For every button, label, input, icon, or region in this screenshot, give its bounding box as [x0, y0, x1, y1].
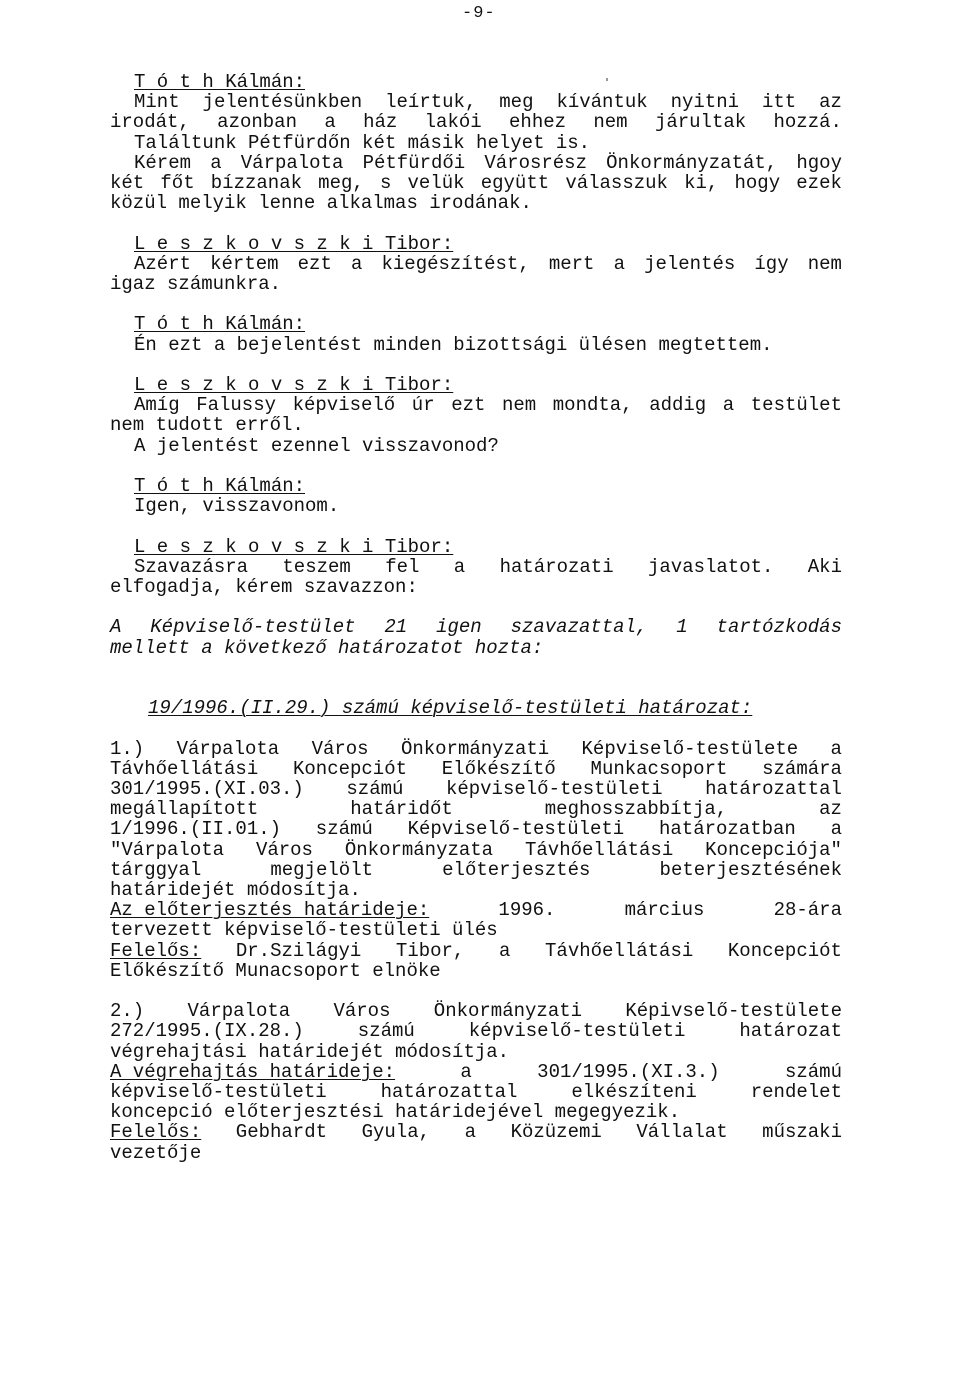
word: hgoy [796, 151, 842, 174]
word: képviselő-testületi [110, 1081, 327, 1103]
word: hozzá. [773, 111, 842, 134]
word: képviselő-testületi [445, 777, 663, 800]
word: kértem [210, 252, 279, 275]
word: jelentésünkben [202, 91, 363, 114]
word: tárggyal [110, 858, 202, 881]
document-body [110, 72, 842, 1163]
word: a [464, 1121, 476, 1144]
resolution-line [110, 779, 842, 799]
speech-line: nem tudott erről. [110, 414, 304, 437]
word: 301/1995.(XI.3.) [537, 1060, 720, 1083]
word: rendelet [750, 1081, 842, 1103]
word: Koncepciót [292, 757, 408, 780]
word: Falussy [196, 394, 277, 417]
word: 272/1995.(IX.28.) [110, 1020, 304, 1043]
word: Városrész [484, 151, 587, 174]
word: Város [311, 737, 369, 760]
word: főt [160, 172, 195, 195]
word: határozati [499, 555, 614, 578]
word: képviselő-testületi [468, 1020, 686, 1043]
speech-line: Igen, visszavonom. [134, 495, 340, 518]
word: az [819, 91, 842, 114]
word: Pétfürdői [362, 151, 466, 174]
word: Koncepciója" [705, 838, 842, 861]
word: Szavazásra [134, 555, 249, 578]
word: Dr.Szilágyi [235, 939, 362, 962]
speech-line [110, 254, 842, 274]
word: testület [750, 394, 842, 417]
deadline-continuation: koncepció előterjesztési határidejével megegyezik. [110, 1101, 681, 1124]
word: Várpalota [187, 1000, 291, 1023]
spacer [110, 213, 842, 233]
word: ezt [297, 252, 332, 275]
spacer [110, 456, 842, 476]
word: elkészíteni [571, 1081, 697, 1103]
word: határozattal [705, 777, 842, 800]
word: Képviselő-testület [150, 616, 356, 639]
speech-line [110, 395, 842, 415]
word: kiegészítést, [381, 252, 530, 275]
speech-line [110, 112, 842, 132]
word: leírtuk, [385, 91, 477, 114]
word: 2.) [110, 1000, 145, 1023]
resolution-line [110, 819, 842, 839]
word: határozattal [380, 1081, 518, 1103]
word: s [379, 172, 392, 195]
spacer [110, 597, 842, 617]
word: műszaki [762, 1121, 842, 1144]
word: számára [762, 757, 842, 780]
word: Távhőellátási [545, 939, 694, 962]
word: beterjesztésének [659, 858, 842, 881]
field-label: Felelős: [110, 939, 202, 962]
word: mondta, [552, 394, 633, 417]
word: Közüzemi [510, 1121, 602, 1144]
word: Város [255, 838, 313, 861]
deadline-continuation: tervezett képviselő-testületi ülés [110, 919, 498, 942]
word: kívántuk [556, 91, 648, 114]
word: úr [411, 394, 435, 417]
word: bízzanak [210, 172, 302, 195]
word: a [460, 1060, 472, 1083]
speech-line [110, 92, 842, 112]
word: Kérem [134, 151, 192, 174]
speaker-label: T ó t h Kálmán: [134, 71, 306, 93]
resolution-line: határidejét módosítja. [110, 878, 361, 901]
spacer [110, 718, 842, 738]
word: az [819, 798, 842, 821]
word: Munkacsoport [590, 757, 728, 780]
word: velük [407, 172, 465, 195]
word: március [624, 899, 705, 922]
spacer [110, 294, 842, 314]
word: Gyula, [361, 1121, 431, 1144]
word: Amíg [134, 394, 180, 417]
field-label: A végrehajtás határideje: [110, 1060, 396, 1083]
word: Várpalota [176, 737, 280, 760]
resolution-line [110, 739, 842, 759]
word: képviselő [292, 394, 396, 417]
vote-result-line [110, 617, 842, 637]
word: Távhőellátási [110, 757, 259, 780]
word: a [453, 555, 466, 578]
resolution-line [110, 1001, 842, 1021]
word: két [110, 172, 145, 195]
resolution-line [110, 860, 842, 880]
speech-line: Találtunk Pétfürdőn két másik helyet is. [134, 131, 591, 154]
word: ki, [684, 172, 719, 195]
word: a [350, 252, 363, 275]
word: ház [363, 111, 398, 134]
word: megjelölt [270, 858, 373, 881]
word: nyitni [670, 91, 740, 114]
word: 28-ára [773, 899, 842, 922]
speech-line [110, 557, 842, 577]
speaker-label: L e s z k o v s z k i Tibor: [134, 374, 454, 396]
word: Várpalota [240, 151, 344, 174]
field-label: Az előterjesztés határideje: [110, 899, 430, 922]
resolution-item [110, 739, 842, 981]
word: 21 [384, 616, 408, 639]
word: 1 [676, 616, 688, 639]
word: tartózkodás [716, 616, 842, 639]
word: nem [593, 111, 628, 134]
word: nem [501, 394, 537, 417]
responsible-line [110, 941, 842, 961]
word: számú [346, 777, 404, 800]
responsible-continuation: vezetője [110, 1141, 202, 1164]
resolution-line [110, 759, 842, 779]
word: a [498, 939, 511, 962]
word: számú [315, 818, 373, 841]
vote-result [110, 617, 842, 657]
resolution-title: 19/1996.(II.29.) számú képviselő-testületi határozat: [148, 697, 753, 720]
resolution-item [110, 1001, 842, 1163]
responsible-line [110, 1122, 842, 1142]
speech-line: közül melyik lenne alkalmas irodának. [110, 192, 532, 215]
word: ezt [451, 394, 486, 417]
spacer [110, 981, 842, 1001]
word: Aki [807, 555, 842, 578]
word: 1.) [110, 737, 145, 760]
word: Mint [134, 91, 180, 114]
word: együtt [480, 172, 550, 195]
resolution-line: végrehajtási határidejét módosítja. [110, 1040, 510, 1063]
word: javaslatot. [647, 555, 774, 578]
speech-line: Én ezt a bejelentést minden bizottsági ülésen megtettem. [134, 333, 773, 356]
word: számú [784, 1060, 842, 1083]
word: határozat [739, 1020, 842, 1043]
word: "Várpalota [110, 838, 225, 861]
word: előterjesztés [442, 858, 591, 881]
deadline-line [110, 1062, 842, 1082]
word: határidőt [350, 798, 453, 821]
word: Város [333, 1000, 391, 1023]
word: irodát, [110, 111, 190, 134]
word: így [754, 252, 789, 275]
speech-line: A jelentést ezennel visszavonod? [134, 434, 499, 457]
word: mert [548, 252, 595, 275]
word: ezek [796, 172, 842, 195]
deadline-continuation [110, 1082, 842, 1102]
word: 1996. [498, 899, 556, 922]
word: itt [761, 91, 797, 114]
spacer [110, 355, 842, 375]
word: a [830, 818, 842, 841]
word: Tibor, [395, 939, 465, 962]
word: Gebhardt [235, 1121, 328, 1144]
responsible-continuation: Előkészítő Munacsoport elnöke [110, 959, 441, 982]
word: megállapított [110, 798, 259, 821]
word: Vállalat [636, 1121, 728, 1144]
field-label: Felelős: [110, 1121, 202, 1144]
spacer [110, 678, 842, 698]
speech-line [110, 153, 842, 173]
speech-line [110, 173, 842, 193]
word: határozatban [658, 818, 796, 841]
speaker-label: T ó t h Kálmán: [134, 313, 306, 336]
word: számú [357, 1020, 415, 1043]
word: válasszuk [565, 172, 668, 195]
word: lakói [424, 111, 482, 134]
word: azonban [217, 111, 297, 134]
resolution-line [110, 1021, 842, 1041]
spacer [110, 658, 842, 678]
speech-line: elfogadja, kérem szavazzon: [110, 576, 418, 598]
word: hogy [734, 172, 781, 195]
word: járultak [654, 111, 747, 134]
word: igen [436, 616, 482, 639]
speaker-label: L e s z k o v s z k i Tibor: [134, 232, 454, 255]
word: meghosszabbítja, [544, 798, 728, 821]
page-number: -9- [462, 4, 496, 23]
word: Képviselő-testületi [407, 818, 625, 841]
resolution-line [110, 799, 842, 819]
speaker-label: L e s z k o v s z k i Tibor: [134, 535, 454, 558]
word: Koncepciót [727, 939, 842, 962]
word: a [210, 151, 222, 174]
word: ehhez [509, 111, 567, 134]
word: teszem [282, 555, 351, 578]
word: Önkormányzati [433, 1000, 583, 1023]
word: a [324, 111, 336, 134]
word: A [110, 616, 122, 639]
word: 1/1996.(II.01.) [110, 818, 282, 841]
word: Önkormányzati [400, 737, 550, 760]
word: Önkormányzatát, [606, 151, 778, 174]
word: nem [807, 252, 842, 275]
word: Előkészítő [441, 757, 556, 780]
word: szavazattal, [510, 616, 648, 639]
word: fel [385, 555, 420, 578]
word: a [722, 394, 735, 417]
word: a [613, 252, 625, 275]
vote-result-line: mellett a következő határozatot hozta: [110, 636, 544, 659]
speech-line: igaz számunkra. [110, 273, 282, 296]
word: 301/1995.(XI.03.) [110, 777, 304, 800]
word: Azért [134, 252, 192, 275]
word: addig [649, 394, 707, 417]
word: Távhőellátási [525, 838, 674, 861]
word: Képivselő-testülete [625, 1000, 842, 1023]
word: jelentés [644, 252, 736, 275]
spacer [110, 516, 842, 536]
word: meg [499, 91, 534, 114]
deadline-line [110, 900, 842, 920]
word: Képviselő-testülete [581, 737, 799, 760]
word: meg, [318, 172, 364, 195]
speaker-label: T ó t h Kálmán: [134, 475, 306, 497]
word: Önkormányzata [344, 838, 494, 861]
word: a [830, 737, 842, 760]
resolution-line [110, 840, 842, 860]
